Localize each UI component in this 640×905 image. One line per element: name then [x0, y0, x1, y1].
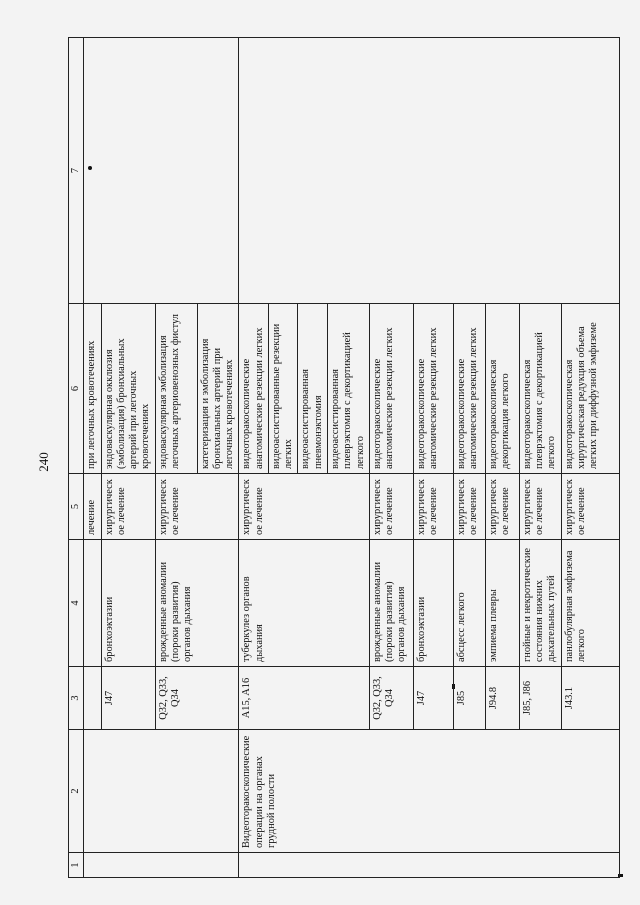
column-number: 2 [69, 730, 84, 853]
method-cell: видеоторакоскопические анатомические резекции легких [453, 304, 485, 474]
blank-cell [239, 38, 619, 304]
treatment-cell: хирургическое лечение [453, 474, 485, 540]
treatment-cell: хирургическое лечение [561, 474, 619, 540]
treatment-cell: хирургическое лечение [519, 474, 561, 540]
treatment-cell: хирургическое лечение [101, 474, 155, 540]
method-cell: видеоторакоскопические анатомические резекции легких [413, 304, 453, 474]
method-cell: эндоваскулярная эмболизация легочных артериовенозных фистул [155, 304, 197, 474]
icd-code-cell: J94.8 [485, 667, 519, 730]
disease-cell: абсцесс легкого [453, 540, 485, 667]
table-row [239, 38, 269, 878]
index-cell [239, 853, 619, 878]
page-number: 240 [36, 452, 51, 472]
column-number: 7 [69, 38, 84, 304]
disease-cell: панлобулярная эмфизема легкого [561, 540, 619, 667]
method-cell: видеоторакоскопическая декортикация легкого [485, 304, 519, 474]
procedures-table [68, 37, 620, 878]
icd-code-cell: Q32, Q33, Q34 [369, 667, 413, 730]
method-cell: видеоассистированная плеврэктомия с декортикацией легкого [327, 304, 369, 474]
icd-code-cell: J85 [453, 667, 485, 730]
disease-cell: эмпиема плевры [485, 540, 519, 667]
icd-code-cell: J43.1 [561, 667, 619, 730]
method-cell: видеоассистированная пневмонэктомия [298, 304, 328, 474]
treatment-cell: хирургическое лечение [485, 474, 519, 540]
icd-code-cell: J47 [101, 667, 155, 730]
icd-code-cell: Q32, Q33, Q34 [155, 667, 239, 730]
method-cell: видеоторакоскопическая хирургическая редукция объема легких при диффузной эмфиземе [561, 304, 619, 474]
treatment-cell: лечение [84, 474, 101, 540]
rotated-page-content [68, 38, 600, 878]
method-cell: видеоассистированные резекции легких [268, 304, 298, 474]
disease-cell [84, 540, 101, 667]
icd-code-cell [84, 667, 101, 730]
method-cell: эндоваскулярная окклюзия (эмболизация) бронхиальных артерий при легочных кровотечениях [101, 304, 155, 474]
disease-cell: гнойные и некротические состояния нижних дыхательных путей [519, 540, 561, 667]
disease-cell: бронхоэктазии [413, 540, 453, 667]
icd-code-cell: J85, J86 [519, 667, 561, 730]
treatment-cell: хирургическое лечение [155, 474, 239, 540]
section-cell [84, 730, 239, 853]
index-cell [84, 853, 239, 878]
treatment-cell: хирургическое лечение [239, 474, 369, 540]
treatment-cell: хирургическое лечение [369, 474, 413, 540]
icd-code-cell: A15, A16 [239, 667, 369, 730]
method-cell: видеоторакоскопическая плеврэктомия с декортикацией легкого [519, 304, 561, 474]
method-cell: при легочных кровотечениях [84, 304, 101, 474]
disease-cell: бронхоэктазии [101, 540, 155, 667]
table-row [84, 38, 101, 878]
section-title-cell: Видеоторакоскопические операции на органах грудной полости [239, 730, 619, 853]
method-cell: видеоторакоскопические анатомические резекции легких [239, 304, 269, 474]
column-number: 3 [69, 667, 84, 730]
column-number: 1 [69, 853, 84, 878]
column-number: 6 [69, 304, 84, 474]
column-number: 4 [69, 540, 84, 667]
treatment-cell: хирургическое лечение [413, 474, 453, 540]
method-cell: катетеризация и эмболизация бронхиальных артерий при легочных кровотечениях [197, 304, 239, 474]
disease-cell: туберкулез органов дыхания [239, 540, 369, 667]
icd-code-cell: J47 [413, 667, 453, 730]
disease-cell: врожденные аномалии (пороки развития) органов дыхания [155, 540, 239, 667]
column-number-row [69, 38, 84, 878]
disease-cell: врожденные аномалии (пороки развития) органов дыхания [369, 540, 413, 667]
blank-cell [84, 38, 239, 304]
method-cell: видеоторакоскопические анатомические резекции легких [369, 304, 413, 474]
column-number: 5 [69, 474, 84, 540]
